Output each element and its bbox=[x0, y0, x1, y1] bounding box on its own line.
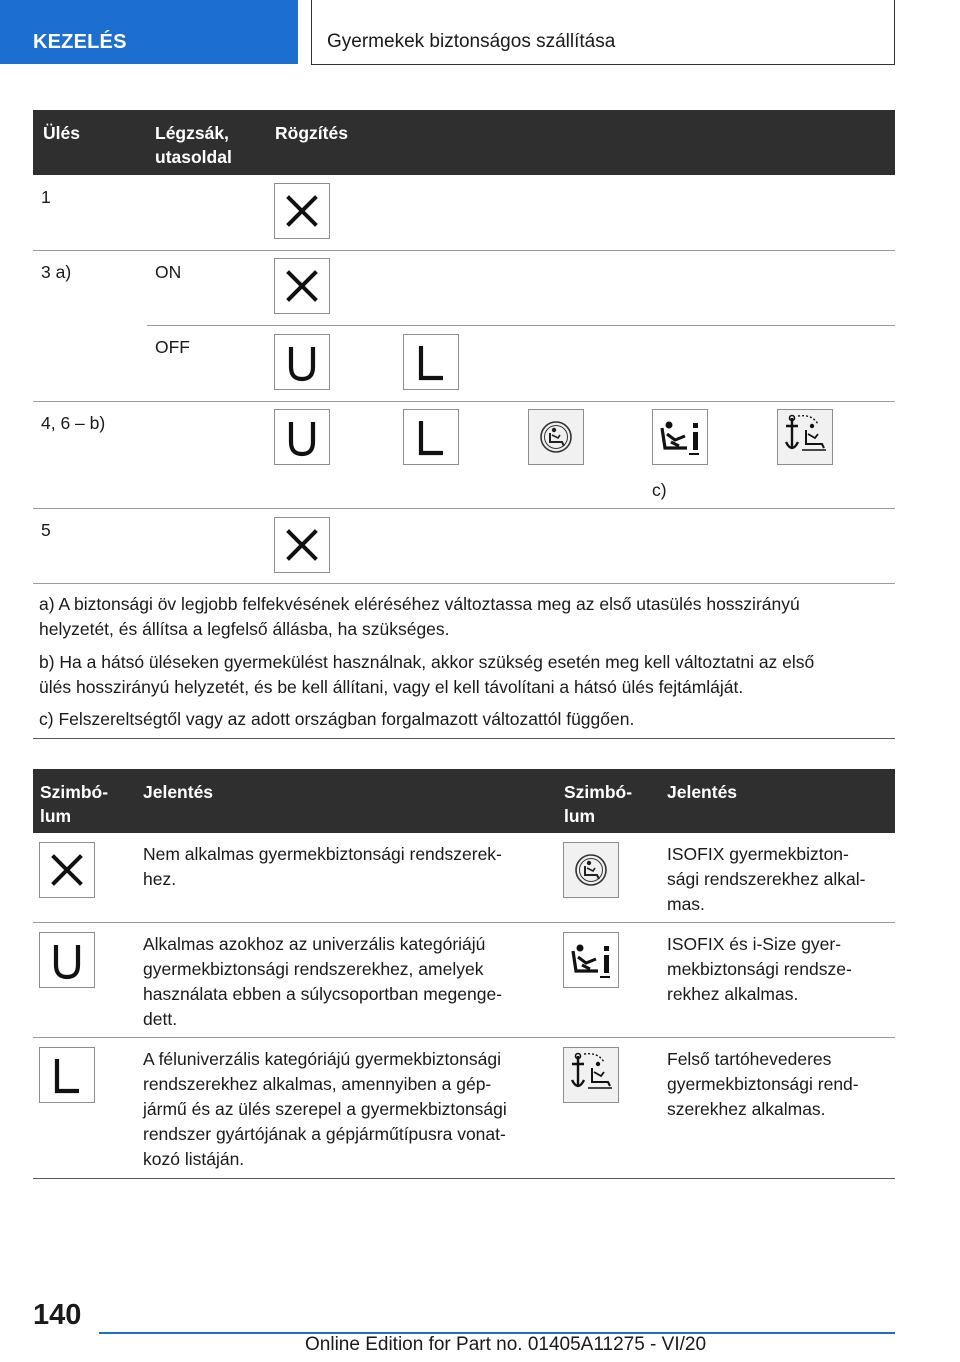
row-divider bbox=[33, 508, 895, 509]
row-divider bbox=[33, 583, 895, 584]
row-divider bbox=[33, 1037, 895, 1038]
page-number: 140 bbox=[33, 1299, 82, 1331]
meaning-line: szerekhez alkalmas. bbox=[667, 1099, 826, 1119]
top-tether-icon bbox=[777, 409, 833, 465]
universal-u-icon bbox=[274, 334, 330, 390]
table-header bbox=[33, 769, 895, 833]
footnote-ref-c: c) bbox=[652, 480, 667, 500]
section-label: KEZELÉS bbox=[0, 0, 298, 64]
column-header-airbag bbox=[155, 121, 232, 169]
column-header-symbol-right-line2: lum bbox=[564, 806, 596, 826]
meaning-line: mas. bbox=[667, 894, 705, 914]
meaning-line: Alkalmas azokhoz az univerzális kategóriájú bbox=[143, 934, 486, 954]
seat-cell: 4, 6 – b) bbox=[41, 413, 106, 433]
column-header-meaning-right: Jelentés bbox=[667, 782, 738, 802]
row-divider bbox=[33, 250, 895, 251]
row-divider bbox=[147, 325, 895, 326]
isofix-isize-icon bbox=[652, 409, 708, 465]
airbag-cell: OFF bbox=[155, 337, 190, 357]
table-bottom-rule bbox=[33, 738, 895, 739]
meaning-line: A féluniverzális kategóriájú gyermekbiztonsági bbox=[143, 1049, 501, 1069]
footnote-c-line1: c) Felszereltségtől vagy az adott országban forgalmazott változattól függően. bbox=[39, 709, 635, 729]
column-header-symbol-left-line1: Szimbó- bbox=[40, 782, 109, 802]
meaning-line: jármű és az ülés szerepel a gyermekbiztonsági bbox=[143, 1099, 507, 1119]
meaning-line: Felső tartóhevederes bbox=[667, 1049, 832, 1069]
meaning-line: hez. bbox=[143, 869, 177, 889]
not-suitable-x-icon bbox=[274, 517, 330, 573]
column-header-symbol-right-line1: Szimbó- bbox=[564, 782, 633, 802]
footnote-a-line1: a) A biztonsági öv legjobb felfekvésének eléréséhez változtassa meg az első utasülés hosszirányú bbox=[39, 594, 800, 614]
not-suitable-x-icon bbox=[274, 183, 330, 239]
table-header bbox=[33, 110, 895, 175]
page-title: Gyermekek biztonságos szállítása bbox=[311, 0, 895, 65]
meaning-line: sági rendszerekhez alkal- bbox=[667, 869, 866, 889]
meaning-line: gyermekbiztonsági rend- bbox=[667, 1074, 859, 1094]
not-suitable-x-icon bbox=[274, 258, 330, 314]
isofix-isize-icon bbox=[563, 932, 619, 988]
meaning-line: gyermekbiztonsági rendszerekhez, amelyek bbox=[143, 959, 484, 979]
meaning-line: dett. bbox=[143, 1009, 178, 1029]
meaning-line: rendszerekhez alkalmas, amennyiben a gép- bbox=[143, 1074, 492, 1094]
isofix-icon bbox=[528, 409, 584, 465]
column-header-symbol-left-line2: lum bbox=[40, 806, 72, 826]
semi-universal-l-icon bbox=[39, 1047, 95, 1103]
meaning-line: kozó listáján. bbox=[143, 1149, 245, 1169]
footnote-b-line1: b) Ha a hátsó üléseken gyermekülést használnak, akkor szükség esetén meg kell változtatni az első bbox=[39, 652, 815, 672]
semi-universal-l-icon bbox=[403, 409, 459, 465]
not-suitable-x-icon bbox=[39, 842, 95, 898]
seat-cell: 1 bbox=[41, 187, 51, 207]
column-header-airbag-line1: Légzsák, bbox=[155, 123, 229, 143]
airbag-cell: ON bbox=[155, 262, 182, 282]
semi-universal-l-icon bbox=[403, 334, 459, 390]
isofix-icon bbox=[563, 842, 619, 898]
row-divider bbox=[33, 922, 895, 923]
footnote-b-line2: ülés hosszirányú helyzetét, és be kell állítani, vagy el kell távolítani a hátsó ülés fejtámláját. bbox=[39, 677, 744, 697]
column-header-meaning-left: Jelentés bbox=[143, 782, 214, 802]
meaning-line: ISOFIX és i-Size gyer- bbox=[667, 934, 842, 954]
table-bottom-rule bbox=[33, 1178, 895, 1179]
seat-cell: 5 bbox=[41, 520, 51, 540]
seat-cell: 3 a) bbox=[41, 262, 72, 282]
edition-text: Online Edition for Part no. 01405A11275 - VI/20 bbox=[305, 1334, 707, 1355]
meaning-line: ISOFIX gyermekbizton- bbox=[667, 844, 849, 864]
column-header-symbol-right bbox=[564, 780, 632, 828]
column-header-symbol-left bbox=[40, 780, 108, 828]
column-header-fixing: Rögzítés bbox=[275, 123, 348, 143]
top-tether-icon bbox=[563, 1047, 619, 1103]
footnote-a-line2: helyzetét, és állítsa a legfelső állásba, ha szükséges. bbox=[39, 619, 450, 639]
column-header-seat: Ülés bbox=[43, 123, 80, 143]
universal-u-icon bbox=[274, 409, 330, 465]
meaning-line: használata ebben a súlycsoportban megenge- bbox=[143, 984, 502, 1004]
column-header-airbag-line2: utasoldal bbox=[155, 147, 232, 167]
meaning-line: rendszer gyártójának a gépjárműtípusra vonat- bbox=[143, 1124, 506, 1144]
meaning-line: mekbiztonsági rendsze- bbox=[667, 959, 852, 979]
universal-u-icon bbox=[39, 932, 95, 988]
meaning-line: rekhez alkalmas. bbox=[667, 984, 799, 1004]
row-divider bbox=[33, 401, 895, 402]
meaning-line: Nem alkalmas gyermekbiztonsági rendszerek- bbox=[143, 844, 502, 864]
